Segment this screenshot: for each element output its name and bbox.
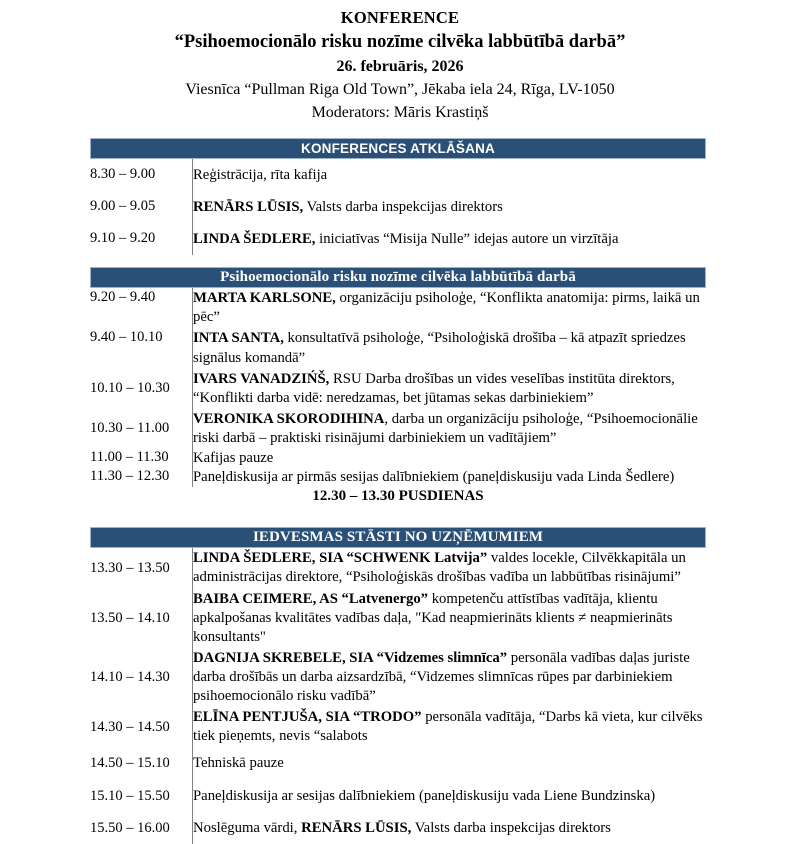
row-description: [193, 747, 707, 779]
row-description: [193, 191, 707, 223]
row-text: Paneļdiskusija ar pirmās sesijas dalībniekiem (paneļdiskusiju vada Linda Šedlere): [193, 469, 675, 486]
row-description: [193, 409, 707, 449]
table-row: [90, 449, 706, 468]
row-text: personāla vadības daļas juriste darba drošībās un darba aizsardzībā, “Vidzemes slimnīcas rūpes par darbiniekiem psihoemocionālo risku vadībā”: [193, 649, 690, 705]
row-speaker: INTA SANTA,: [193, 330, 284, 347]
row-text: RSU Darba drošības un vides veselības institūta direktors, “Konflikti darba vidē: neredzamas, bet jūtamas sekas darbiniekiem”: [193, 370, 675, 406]
row-time: 14.30 – 14.50: [90, 718, 170, 735]
row-speaker: VERONIKA SKORODIHINA: [193, 410, 385, 427]
row-speaker: LINDA ŠEDLERE,: [193, 231, 316, 248]
section-psihoemocionalo-risku-nozime: [90, 267, 706, 505]
row-description: [193, 589, 707, 648]
row-time: 9.40 – 10.10: [90, 329, 163, 346]
row-description: [193, 159, 707, 191]
row-time: 15.50 – 16.00: [90, 819, 170, 836]
session-table: [90, 288, 706, 487]
row-description: [193, 328, 707, 368]
table-row: [90, 159, 706, 191]
row-description: [193, 780, 707, 812]
row-time: 14.10 – 14.30: [90, 669, 170, 685]
row-text: valdes locekle, Cilvēkkapitāla un administrācijas direktore, “Psiholoģiskās drošības vadība un labbūtības risinājumi”: [193, 550, 686, 586]
row-speaker: MARTA KARLSONE,: [193, 290, 336, 307]
row-time: 13.50 – 14.10: [90, 609, 170, 626]
table-row: [90, 468, 706, 487]
row-text: kompetenču attīstības vadītāja, klientu apkalpošanas kvalitātes vadības daļa, "Kad neapmierināts klients ≠ neapmierināts konsultants": [193, 590, 673, 645]
row-text: Tehniskā pauze: [193, 755, 284, 772]
document-header: [0, 0, 800, 124]
table-row: [90, 648, 706, 707]
row-speaker: DAGNIJA SKREBELE, SIA “Vidzemes slimnīca”: [193, 649, 508, 666]
table-row: [90, 707, 706, 747]
row-time: 10.10 – 10.30: [90, 380, 170, 397]
row-description: [193, 548, 707, 588]
row-speaker: RENĀRS LŪSIS,: [301, 819, 412, 836]
table-row: [90, 780, 706, 812]
row-time: 11.30 – 12.30: [90, 468, 170, 485]
section-heading: KONFERENCES ATKLĀŠANA: [90, 138, 706, 159]
row-time: 13.30 – 13.50: [90, 559, 170, 576]
session-table: [90, 159, 706, 255]
row-speaker: LINDA ŠEDLERE, SIA “SCHWENK Latvija”: [193, 550, 488, 567]
schedule: [90, 138, 706, 844]
row-time: 14.50 – 15.10: [90, 755, 170, 772]
row-text: Valsts darba inspekcijas direktors: [303, 198, 503, 215]
row-text: iniciatīvas “Misija Nulle” idejas autore un virzītāja: [315, 231, 619, 248]
conference-title: “Psihoemocionālo risku nozīme cilvēka labbūtībā darbā”: [174, 32, 626, 53]
conference-kind-label: KONFERENCE: [340, 8, 460, 27]
section-heading: IEDVESMAS STĀSTI NO UZŅĒMUMIEM: [90, 527, 706, 548]
row-description: [193, 468, 707, 487]
row-time: 10.30 – 11.00: [90, 420, 170, 437]
table-row: [90, 589, 706, 648]
row-description: [193, 288, 707, 328]
conference-date: 26. februāris, 2026: [336, 58, 464, 76]
row-time: 15.10 – 15.50: [90, 787, 170, 804]
row-time: 11.00 – 11.30: [90, 449, 169, 466]
section-iedvesmas-stasti: [90, 527, 706, 843]
conference-venue: Viesnīca “Pullman Riga Old Town”, Jēkaba iela 24, Rīga, LV-1050: [185, 81, 615, 99]
row-text: organizāciju psiholoģe, “Konflikta anatomija: pirms, laikā un pēc”: [193, 290, 700, 326]
table-row: [90, 409, 706, 449]
row-description: [193, 369, 707, 409]
session-table: [90, 548, 706, 843]
table-row: [90, 288, 706, 328]
table-row: [90, 812, 706, 844]
row-speaker: BAIBA CEIMERE, AS “Latvenergo”: [193, 590, 429, 607]
table-row: [90, 223, 706, 255]
row-speaker: RENĀRS LŪSIS,: [193, 198, 304, 215]
table-row: [90, 747, 706, 779]
row-description: [193, 707, 707, 747]
row-text: konsultatīvā psiholoģe, “Psiholoģiskā drošība – kā atpazīt spriedzes signālus komandā”: [193, 330, 686, 366]
lunch-break-note: 12.30 – 13.30 PUSDIENAS: [312, 488, 484, 505]
row-description: [193, 812, 707, 844]
row-text: , darba un organizāciju psiholoģe, “Psihoemocionālie riski darbā – praktiski risinājumi darbiniekiem un vadītājiem”: [193, 410, 698, 446]
table-row: [90, 548, 706, 588]
row-text: Valsts darba inspekcijas direktors: [411, 819, 611, 836]
row-text: Kafijas pauze: [193, 450, 274, 467]
section-heading: Psihoemocionālo risku nozīme cilvēka labbūtībā darbā: [90, 267, 706, 288]
table-row: [90, 328, 706, 368]
conference-moderator: Moderators: Māris Krastiņš: [311, 104, 489, 122]
row-description: [193, 648, 707, 707]
table-row: [90, 191, 706, 223]
row-text: personāla vadītāja, “Darbs kā vieta, kur cilvēks tiek pieņemts, nevis “salabots: [193, 709, 703, 745]
table-row: [90, 369, 706, 409]
row-time: 8.30 – 9.00: [90, 165, 156, 182]
row-time: 9.20 – 9.40: [90, 289, 156, 306]
section-konferences-atklasana: [90, 138, 706, 255]
row-text: Paneļdiskusija ar sesijas dalībniekiem (paneļdiskusiju vada Liene Bundzinska): [193, 787, 656, 804]
row-description: [193, 449, 707, 468]
row-text-prefix: Noslēguma vārdi,: [193, 819, 302, 836]
row-time: 9.10 – 9.20: [90, 230, 156, 247]
row-description: [193, 223, 707, 255]
row-speaker: ELĪNA PENTJUŠA, SIA “TRODO”: [193, 709, 422, 726]
row-time: 9.00 – 9.05: [90, 197, 156, 214]
row-speaker: IVARS VANADZIŃŠ,: [193, 370, 330, 387]
row-text: Reģistrācija, rīta kafija: [193, 166, 328, 183]
